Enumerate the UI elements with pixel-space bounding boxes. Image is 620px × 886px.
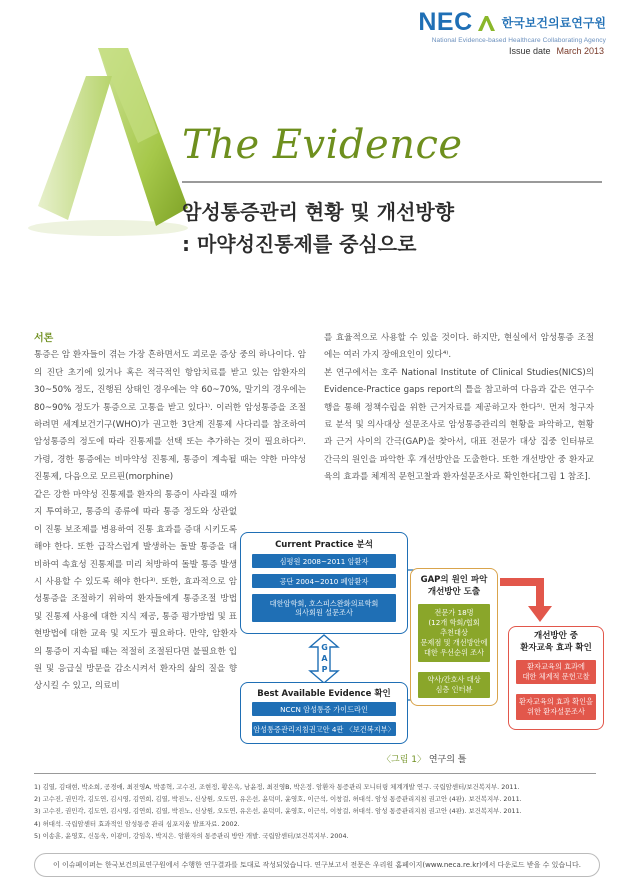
be-item: 암성통증관리지침권고안 4판 〈보건복지부〉 xyxy=(252,722,396,736)
footnote-item: 4) 허대석. 국립암센터 효과적인 암성통증 관리 심포지움 발표자료. 2002. xyxy=(34,819,240,828)
footnote-item: 1) 김열, 김대현, 박소희, 공경애, 최진영A, 박종혁, 고수진, 조현정, 황은옥, 남윤정, 최진영B, 박은정. 암환자 통증관리 모니터링 체계개발 연구. 국립암센터/보건복지부. 2011. xyxy=(34,783,520,791)
issue-date: Issue date March 2013 xyxy=(508,46,604,56)
footnote-item: 2) 고수진, 권민각, 김도연, 김시영, 김연희, 김열, 박진노, 신상원, 오도연, 유은선, 윤덕미, 윤영호, 이근석, 이창걸, 허대석. 암성 통증관리지침 권고안 (4판). 보건복지부. 2011. xyxy=(34,795,522,804)
figure-caption: 〈그림 1〉 연구의 틀 xyxy=(382,755,467,765)
title-divider xyxy=(182,181,602,183)
gap-label: G A P xyxy=(321,643,328,674)
cp-item: 공단 2004~2010 폐암환자 xyxy=(252,574,396,588)
logo xyxy=(418,8,606,44)
bottom-note: 이 이슈페이퍼는 한국보건의료연구원에서 수행한 연구결과를 토대로 작성되었습니다. 연구보고서 전문은 우리원 홈페이지(www.neca.re.kr)에서 다운로드 받을 수 있습니다. xyxy=(34,853,600,877)
body-paragraph: 를 효율적으로 사용할 수 있을 것이다. 하지만, 현실에서 암성통증 조절에는 여러 가지 장애요인이 있다⁴⁾. xyxy=(324,333,594,361)
left-column-narrow xyxy=(34,487,237,696)
orange-arrow-icon xyxy=(498,572,564,626)
left-column-top xyxy=(34,330,306,487)
be-item: NCCN 암성통증 가이드라인 xyxy=(252,702,396,716)
body-paragraph: 같은 강한 마약성 진통제를 환자의 통증이 사라질 때까지 투여하고, 통증의 종류에 따라 통증 정도와 상관없이 진통 보조제를 병용하여 진통 효과를 증대 시키도록 해야 한다. 또한 급작스럽게 발생하는 돌발 통증을 대비하여 속효성 진통제를 미리 처방하여 돌발 통증 발생 시 사용할 수 있도록 해야 한다³⁾. 또한, 효과적으로 암성통증을 조절하기 위하여 환자들에게 통증조절 방법 및 진통제 사용에 대한 지식 제공, 통증 평가방법 및 표현방법에 대한 교육 및 지도가 필요하다. 만약, 암환자의 통증이 지속될 때는 적절히 조절된다면 불필요한 입원 및 응급실 방문을 감소시켜서 환자의 삶의 질을 향상시킬 수 있고, 의료비 xyxy=(34,490,237,692)
footnote-item: 3) 고수진, 권민각, 김도연, 김시영, 김연희, 김열, 박진노, 신상원, 오도연, 유은선, 윤덕미, 윤영호, 이근석, 이창걸, 허대석. 암성 통증관리지침 권고안 (4판). 보건복지부. 2011. xyxy=(34,807,522,816)
section-heading: 서론 xyxy=(34,333,54,344)
edu-item: 환자교육의 효과 확인을 위한 환자설문조사 xyxy=(516,694,596,720)
current-practice-title: Current Practice 분석 xyxy=(275,540,373,550)
best-evidence-title: Best Available Evidence 확인 xyxy=(257,689,391,699)
cp-item: 심평원 2008~2011 암환자 xyxy=(252,554,396,568)
patient-education-title: 개선방안 중 환자교육 효과 확인 xyxy=(520,631,592,653)
footnotes xyxy=(34,781,600,842)
right-column xyxy=(324,330,594,487)
cp-item: 대한암학회, 호스피스완화의료학회 의사회원 설문조사 xyxy=(252,594,396,622)
document-title: 암성통증관리 현황 및 개선방향 : 마약성진통제를 중심으로 xyxy=(182,200,455,256)
footnote-item: 5) 이송훈, 윤영호, 신동욱, 이광미, 강임옥, 박지은. 암환자의 통증관리 방안 개발. 국립암센터/보건복지부. 2004. xyxy=(34,831,349,840)
series-title: The Evidence xyxy=(182,122,463,168)
footnote-divider xyxy=(34,773,596,774)
logo-neca: NEC xyxy=(418,8,473,36)
logo-a-icon xyxy=(476,13,496,33)
research-framework-diagram xyxy=(240,530,610,770)
cause-item: 전문가 18명 (12개 학회/협회 추천대상 문제점 및 개선방안에 대한 우선순위 조사 xyxy=(418,604,490,662)
edu-item: 환자교육의 효과에 대한 체계적 문헌고찰 xyxy=(516,660,596,684)
gap-cause-title: GAP의 원인 파악 개선방안 도출 xyxy=(420,575,488,597)
logo-subtitle: National Evidence-based Healthcare Collaborating Agency xyxy=(431,37,606,44)
logo-korean: 한국보건의료연구원 xyxy=(501,16,606,30)
cause-item: 약사/간호사 대상 심층 인터뷰 xyxy=(418,672,490,698)
body-paragraph: 통증은 암 환자들이 겪는 가장 흔하면서도 괴로운 증상 중의 하나이다. 암의 진단 초기에 있거나 혹은 적극적인 항암치료를 받고 있는 암환자의 30~50% 정도, 진행된 상태인 경우에는 약 60~70%, 말기의 경우에는 80~90% 정도가 통증으로 고통을 받고 있다¹⁾. 이러한 암성통증을 조절하려면 세계보건기구(WHO)가 권고한 3단계 진통제 사다리를 참조하여 암성통증의 정도에 따라 진통제를 선택 또는 추가하는 것이 필요하다²⁾. 가령, 경한 통증에는 비마약성 진통제, 통증이 계속될 때는 약한 마약성 진통제, 다음으로 모르핀(morphine) xyxy=(34,350,306,483)
body-paragraph: 본 연구에서는 호주 National Institute of Clinical Studies(NICS)의 Evidence-Practice gaps report의 틀을 참고하여 다음과 같은 연구수행을 통해 정책수립을 위한 근거자료를 제공하고자 한다⁵⁾. 먼저 청구자료 분석 및 의사대상 설문조사로 암성통증관리의 현황을 파악하고, 현황과 근거 사이의 간극(GAP)을 찾아서, 대표 전문가 대상 집중 인터뷰로 간극의 원인을 파악한 후 개선방안을 도출한다. 또한 개선방안 중 환자교육의 효과를 체계적 문헌고찰과 환자설문조사로 확인한다[그림 1 참조]. xyxy=(324,367,594,483)
